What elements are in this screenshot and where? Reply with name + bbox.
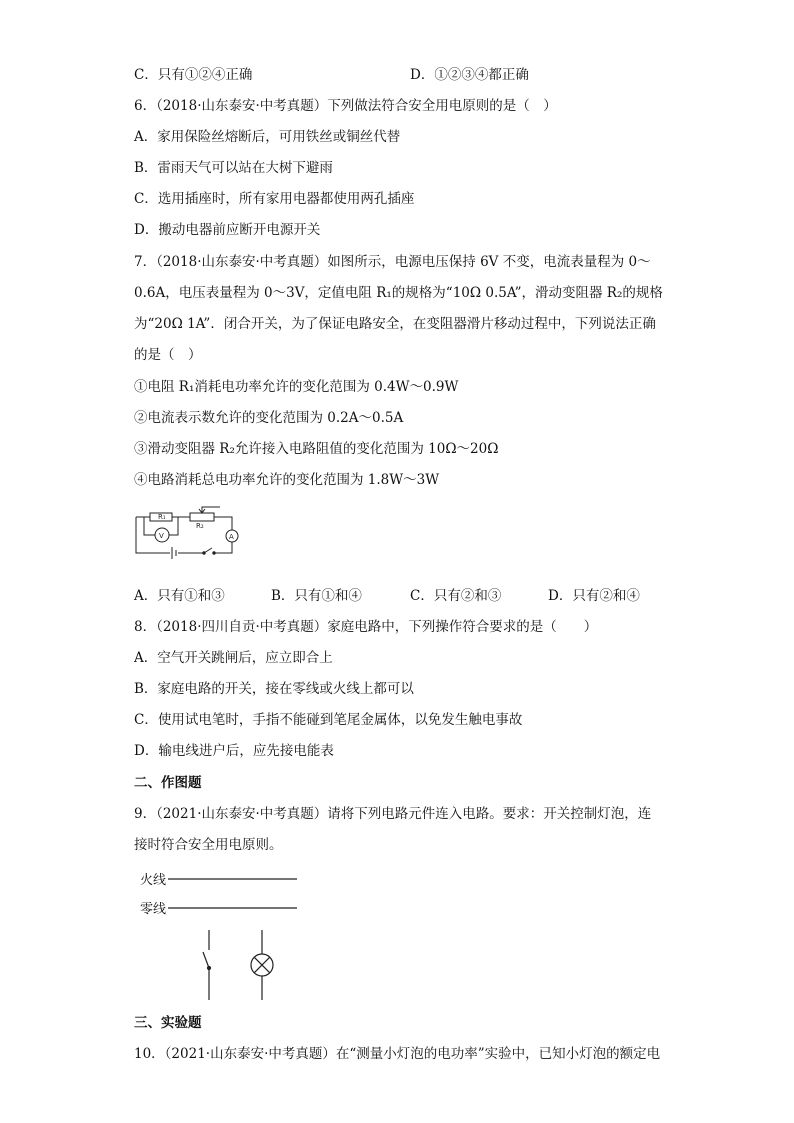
q6-option-d: D．搬动电器前应断开电源开关 [134,222,321,238]
q7-stem-line3: 为“20Ω 1A”．闭合开关，为了保证电路安全，在变阻器滑片移动过程中，下列说法正确 [134,316,656,332]
q7-stem-line1: 7．（2018·山东泰安·中考真题）如图所示，电源电压保持 6V 不变，电流表量程为 0～ [134,254,651,270]
q6-option-c: C．选用插座时，所有家用电器都使用两孔插座 [134,191,415,207]
q7-option-b: B．只有①和④ [271,588,362,604]
q8-option-b: B．家庭电路的开关，接在零线或火线上都可以 [134,681,414,697]
q10-stem-line1: 10．（2021·山东泰安·中考真题）在“测量小灯泡的电功率”实验中，已知小灯泡的额定电 [134,1046,661,1062]
section-heading-drawing: 二、作图题 [134,775,202,791]
q5-option-d: D．①②③④都正确 [410,67,529,83]
q6-option-b: B．雷雨天气可以站在大树下避雨 [134,160,333,176]
q7-option-c: C．只有②和③ [410,588,502,604]
q7-option-a: A．只有①和③ [134,588,225,604]
q8-option-a: A．空气开关跳闸后，应立即合上 [134,650,333,666]
q6-option-a: A．家用保险丝熔断后，可用铁丝或铜丝代替 [134,129,401,145]
q7-r2-label: R₂ [196,522,204,530]
q9-wiring-diagram [130,868,310,1002]
q8-option-c: C．使用试电笔时，手指不能碰到笔尾金属体，以免发生触电事故 [134,712,523,728]
q6-stem: 6．（2018·山东泰安·中考真题）下列做法符合安全用电原则的是（ ） [134,98,557,114]
neutral-wire-label: 零线 [140,902,167,917]
q7-stem-line4: 的是（ ） [134,347,202,363]
q7-r1-label: R₁ [158,513,166,521]
q7-statement-4: ④电路消耗总电功率允许的变化范围为 1.8W～3W [134,472,440,488]
q7-statement-1: ①电阻 R₁消耗电功率允许的变化范围为 0.4W～0.9W [134,379,459,395]
q8-option-d: D．输电线进户后，应先接电能表 [134,743,334,759]
q7-option-d: D．只有②和④ [548,588,640,604]
q8-stem: 8．（2018·四川自贡·中考真题）家庭电路中，下列操作符合要求的是（ ） [134,619,598,635]
q7-ammeter-label: A [229,533,234,541]
switch-symbol [203,930,209,1000]
q7-statement-3: ③滑动变阻器 R₂允许接入电路阻值的变化范围为 10Ω～20Ω [134,441,499,457]
q7-stem-line2: 0.6A，电压表量程为 0～3V，定值电阻 R₁的规格为“10Ω 0.5A”，滑动变阻器 R₂的规格 [134,285,663,301]
q7-circuit-diagram [132,503,262,569]
q5-option-c: C．只有①②④正确 [134,67,253,83]
live-wire-label: 火线 [140,873,167,888]
q9-stem-line1: 9．（2021·山东泰安·中考真题）请将下列电路元件连入电路。要求：开关控制灯泡，连 [134,806,652,822]
q7-statement-2: ②电流表示数允许的变化范围为 0.2A～0.5A [134,410,404,426]
section-heading-experiment: 三、实验题 [134,1015,202,1031]
q9-stem-line2: 接时符合安全用电原则。 [134,837,283,853]
q7-voltmeter-label: V [159,532,164,540]
